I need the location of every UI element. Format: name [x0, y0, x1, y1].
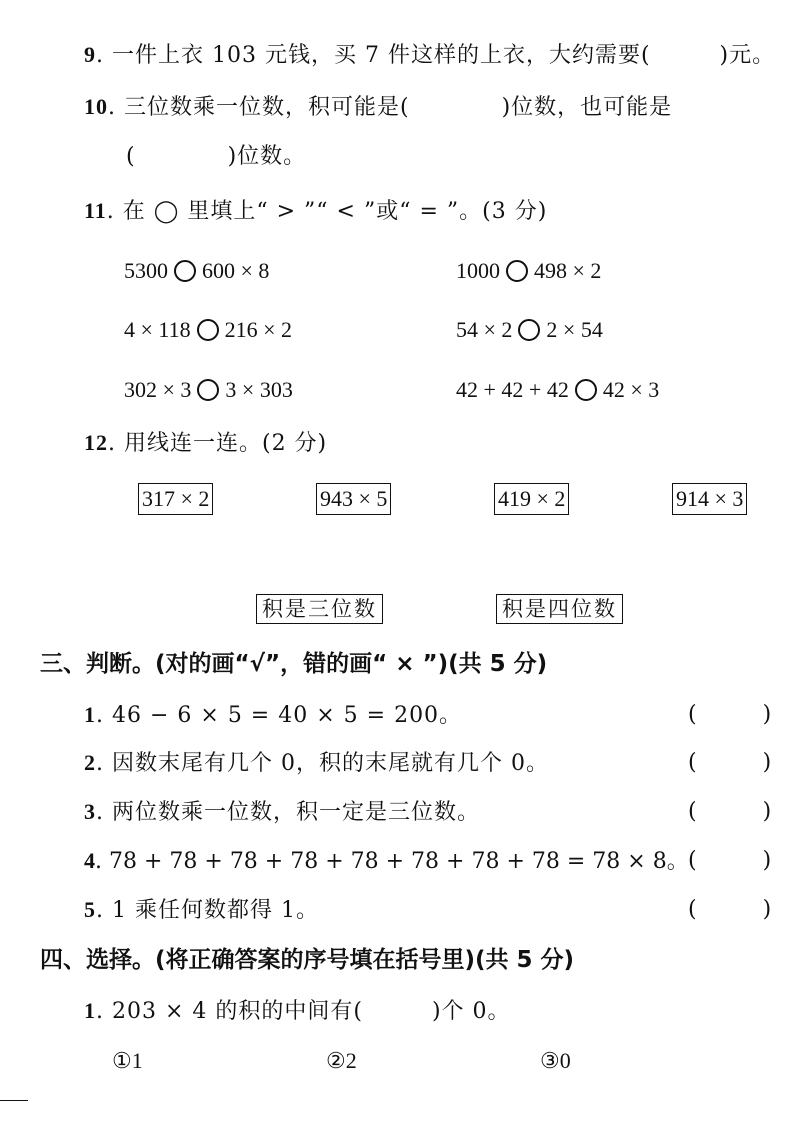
compare-item [456, 315, 603, 345]
match-result-box[interactable]: 积是四位数 [496, 594, 623, 624]
choice-question [84, 996, 511, 1027]
compare-left: 5300 [124, 258, 168, 283]
question-10-continuation: ( )位数。 [126, 144, 307, 169]
question-text: . 203 × 4 的积的中间有( )个 0。 [96, 999, 511, 1024]
question-text: . 1 乘任何数都得 1。 [96, 898, 319, 923]
answer-paren[interactable]: ( ) [688, 799, 772, 824]
question-number: 2 [84, 750, 96, 775]
match-result-box[interactable]: 积是三位数 [256, 594, 383, 624]
choice-option[interactable]: ②2 [326, 1048, 357, 1073]
judgment-item [84, 700, 462, 731]
answer-paren[interactable]: ( ) [688, 702, 772, 727]
compare-item [456, 375, 659, 405]
question-number: 12 [84, 430, 108, 455]
question-number: 4 [84, 848, 95, 873]
question-text: . 一件上衣 103 元钱，买 7 件这样的上衣，大约需要( )元。 [96, 43, 776, 68]
question-text: . 用线连一连。(2 分) [108, 431, 328, 456]
choice-option[interactable]: ①1 [112, 1048, 143, 1073]
compare-right: 2 × 54 [546, 317, 603, 342]
match-expression-box[interactable]: 914 × 3 [672, 483, 747, 515]
blank-circle-icon[interactable] [575, 379, 597, 401]
answer-paren[interactable]: ( ) [688, 848, 772, 873]
compare-left: 54 × 2 [456, 317, 513, 342]
compare-right: 3 × 303 [225, 377, 293, 402]
question-text: . 46 − 6 × 5 = 40 × 5 = 200。 [96, 703, 463, 728]
blank-circle-icon[interactable] [197, 379, 219, 401]
judgment-item [84, 846, 689, 877]
compare-item [124, 375, 293, 405]
choice-option[interactable]: ③0 [540, 1048, 571, 1073]
question-number: 5 [84, 897, 96, 922]
match-expression-box[interactable]: 419 × 2 [494, 483, 569, 515]
judgment-item [84, 797, 480, 828]
compare-left: 302 × 3 [124, 377, 192, 402]
compare-right: 216 × 2 [224, 317, 293, 342]
question-number: 11 [84, 198, 107, 223]
blank-circle-icon[interactable] [174, 260, 196, 282]
blank-circle-icon[interactable] [197, 319, 219, 341]
blank-circle-icon[interactable] [518, 319, 540, 341]
compare-right: 498 × 2 [534, 258, 602, 283]
question-12 [84, 428, 327, 459]
question-text: . 在 ◯ 里填上“ > ”“ < ”或“ = ”。(3 分) [106, 199, 548, 224]
question-10 [84, 92, 672, 123]
compare-right: 42 × 3 [602, 377, 660, 402]
match-expression-box[interactable]: 943 × 5 [316, 483, 391, 515]
page-edge-mark [0, 1100, 28, 1101]
question-number: 1 [84, 702, 96, 727]
question-text: . 78 + 78 + 78 + 78 + 78 + 78 + 78 + 78 = 78 × 8。 [95, 849, 689, 874]
judgment-item [84, 748, 549, 779]
question-text: . 因数末尾有几个 0，积的末尾就有几个 0。 [96, 751, 549, 776]
answer-paren[interactable]: ( ) [688, 897, 772, 922]
question-11 [84, 196, 547, 227]
question-text: . 三位数乘一位数，积可能是( )位数，也可能是 [108, 95, 673, 120]
question-number: 10 [84, 94, 108, 119]
match-expression-box[interactable]: 317 × 2 [138, 483, 213, 515]
answer-paren[interactable]: ( ) [688, 750, 772, 775]
compare-item [124, 315, 292, 345]
question-number: 1 [84, 998, 96, 1023]
question-number: 9 [84, 42, 96, 67]
question-text: . 两位数乘一位数，积一定是三位数。 [96, 800, 480, 825]
question-number: 3 [84, 799, 96, 824]
judgment-item [84, 895, 319, 926]
section-title-judgment: 三、判断。(对的画“√”，错的画“ × ”)(共 5 分) [40, 651, 548, 677]
question-9 [84, 40, 775, 71]
blank-circle-icon[interactable] [506, 260, 528, 282]
compare-right: 600 × 8 [202, 258, 270, 283]
section-title-choice: 四、选择。(将正确答案的序号填在括号里)(共 5 分) [40, 947, 575, 973]
compare-item [456, 256, 601, 286]
compare-left: 1000 [456, 258, 500, 283]
compare-item [124, 256, 269, 286]
compare-left: 4 × 118 [124, 317, 191, 342]
compare-left: 42 + 42 + 42 [456, 377, 569, 402]
